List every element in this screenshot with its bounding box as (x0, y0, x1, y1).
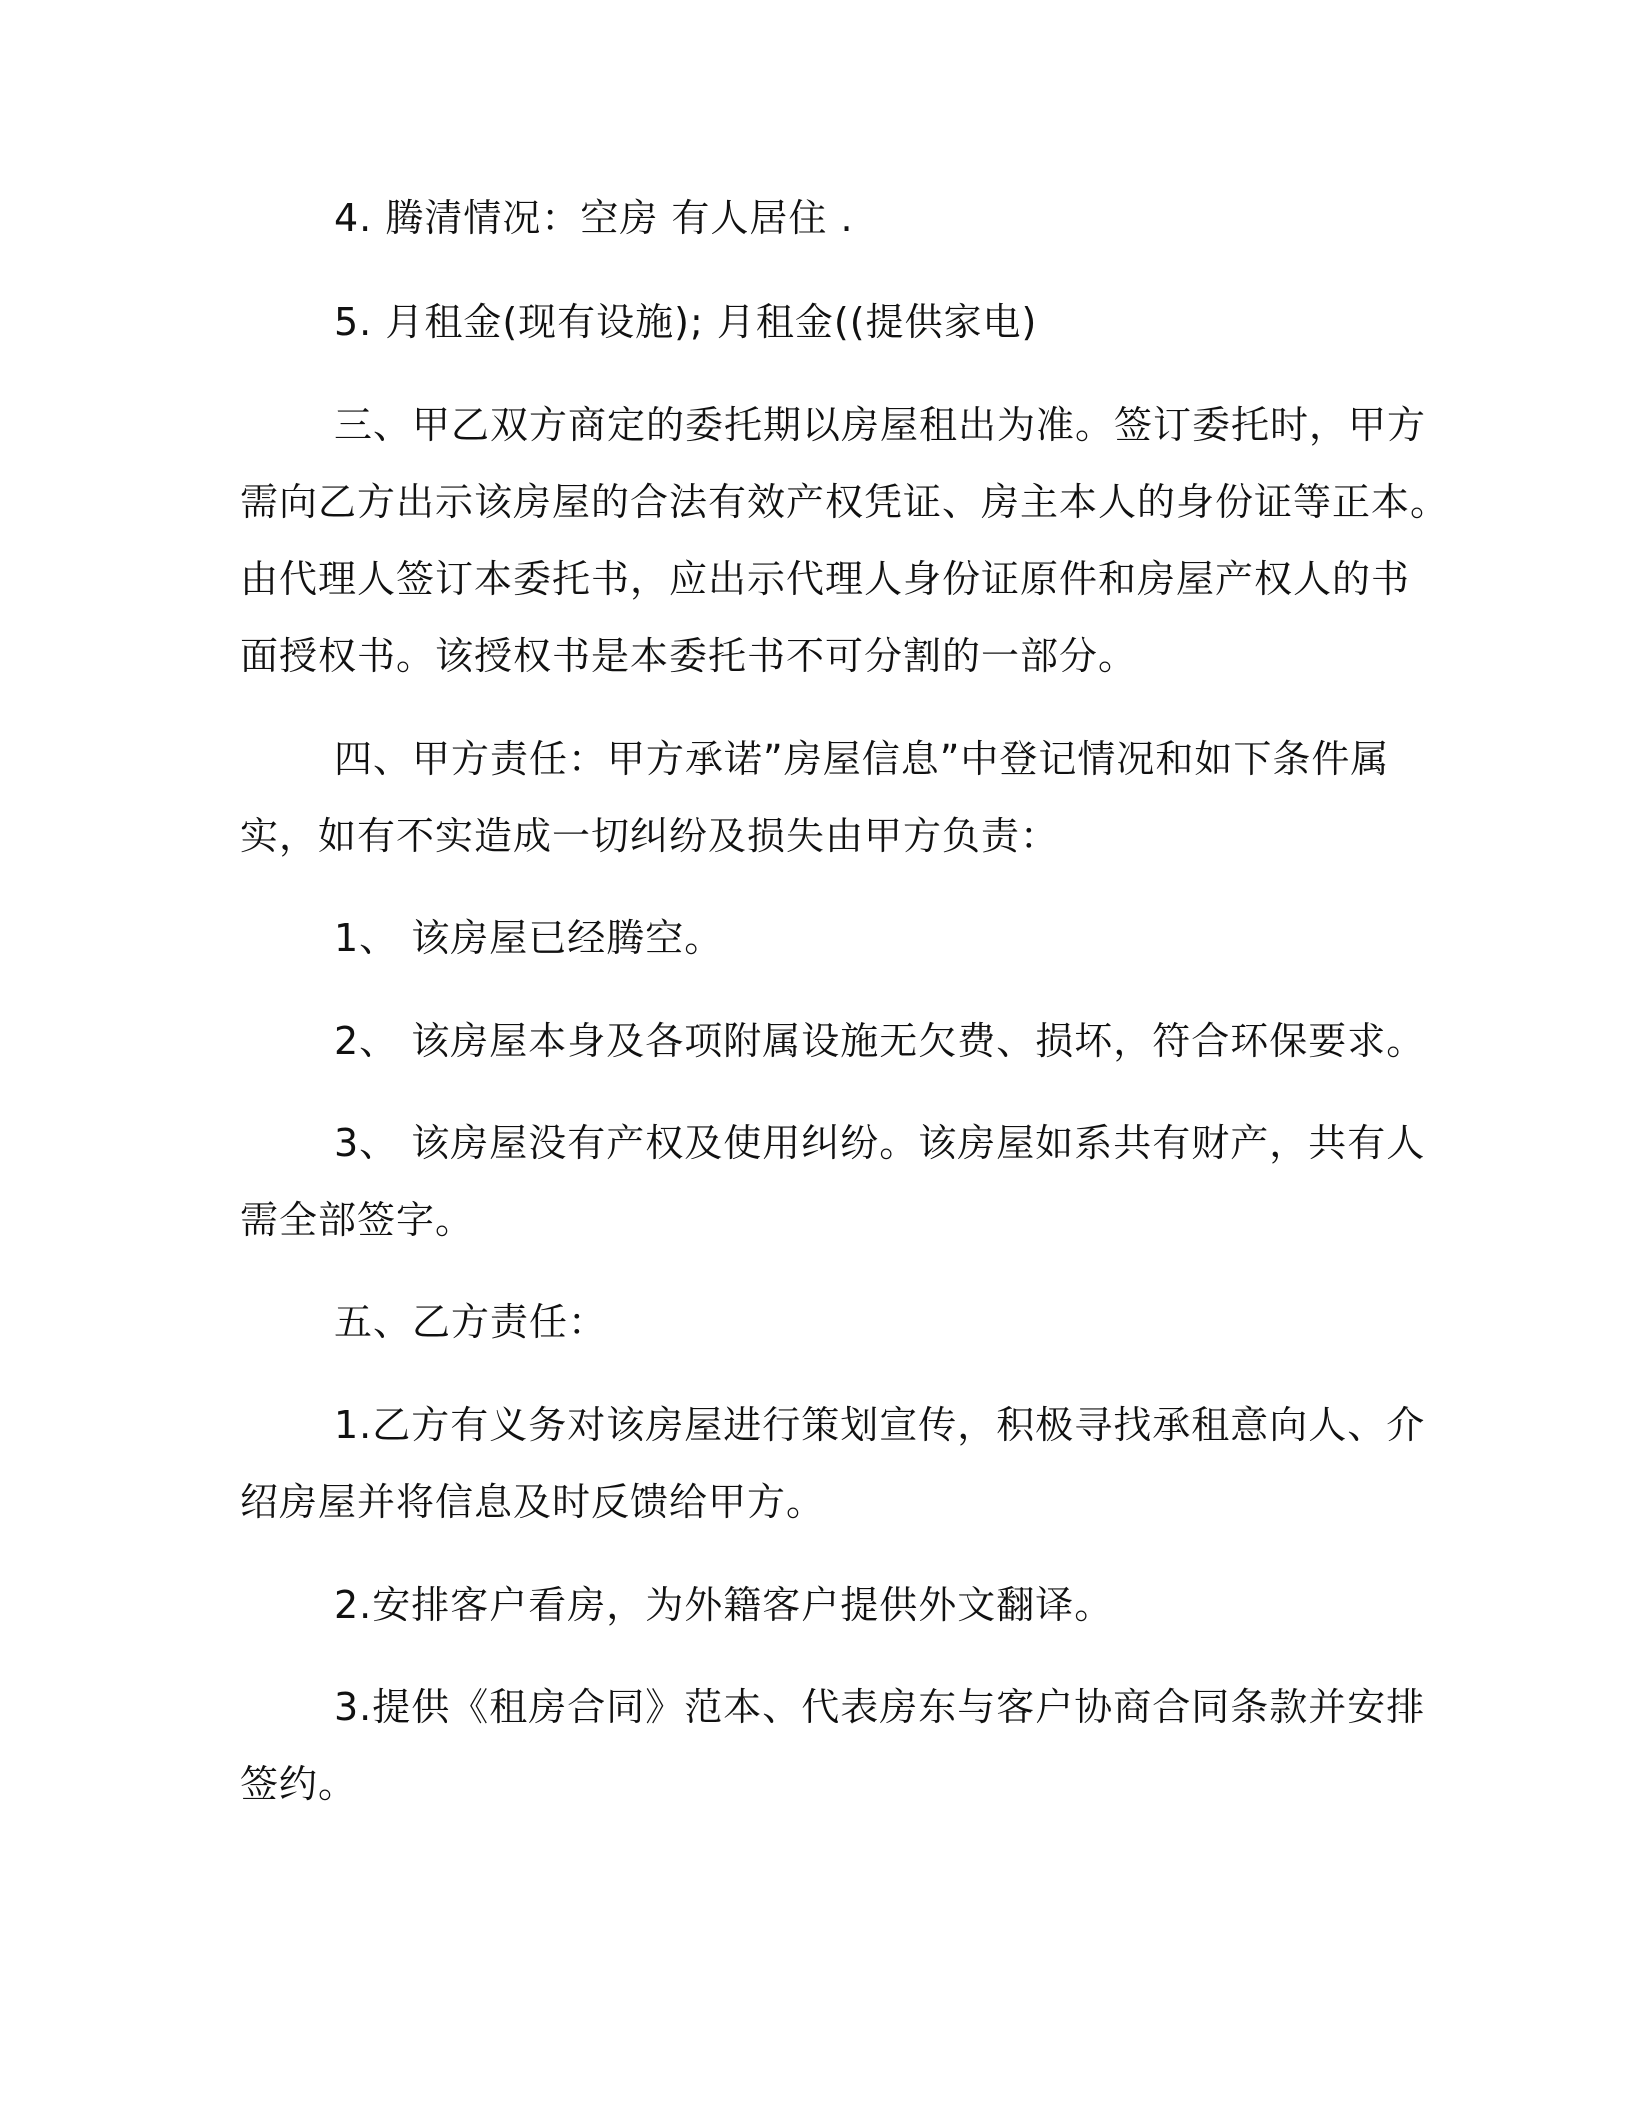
section-four-line-1: 四、甲方责任：甲方承诺”房屋信息”中登记情况和如下条件属 (334, 737, 1390, 781)
section-three-line-4: 面授权书。该授权书是本委托书不可分割的一部分。 (240, 634, 1138, 678)
party-a-item-3-line-2: 需全部签字。 (240, 1198, 475, 1242)
item-vacancy-status: 4. 腾清情况：空房 有人居住 . (334, 196, 854, 240)
party-b-item-2: 2.安排客户看房，为外籍客户提供外文翻译。 (334, 1583, 1114, 1627)
section-five-heading: 五、乙方责任： (334, 1300, 608, 1344)
party-b-item-3-line-1: 3.提供《租房合同》范本、代表房东与客户协商合同条款并安排 (334, 1685, 1426, 1729)
section-three-line-1: 三、甲乙双方商定的委托期以房屋租出为准。签订委托时，甲方 (334, 403, 1427, 447)
party-b-item-1-line-2: 绍房屋并将信息及时反馈给甲方。 (240, 1480, 826, 1524)
section-four-line-2: 实，如有不实造成一切纠纷及损失由甲方负责： (240, 814, 1060, 858)
section-three-line-3: 由代理人签订本委托书，应出示代理人身份证原件和房屋产权人的书 (240, 557, 1411, 601)
party-b-item-1-line-1: 1.乙方有义务对该房屋进行策划宣传，积极寻找承租意向人、介 (334, 1403, 1426, 1447)
item-monthly-rent: 5. 月租金(现有设施); 月租金((提供家电) (334, 300, 1038, 344)
party-b-item-3-line-2: 签约。 (240, 1762, 358, 1806)
party-a-item-2: 2、 该房屋本身及各项附属设施无欠费、损坏，符合环保要求。 (334, 1019, 1426, 1063)
section-three-line-2: 需向乙方出示该房屋的合法有效产权凭证、房主本人的身份证等正本。 (240, 480, 1450, 524)
party-a-item-3-line-1: 3、 该房屋没有产权及使用纠纷。该房屋如系共有财产，共有人 (334, 1121, 1426, 1165)
party-a-item-1: 1、 该房屋已经腾空。 (334, 916, 724, 960)
